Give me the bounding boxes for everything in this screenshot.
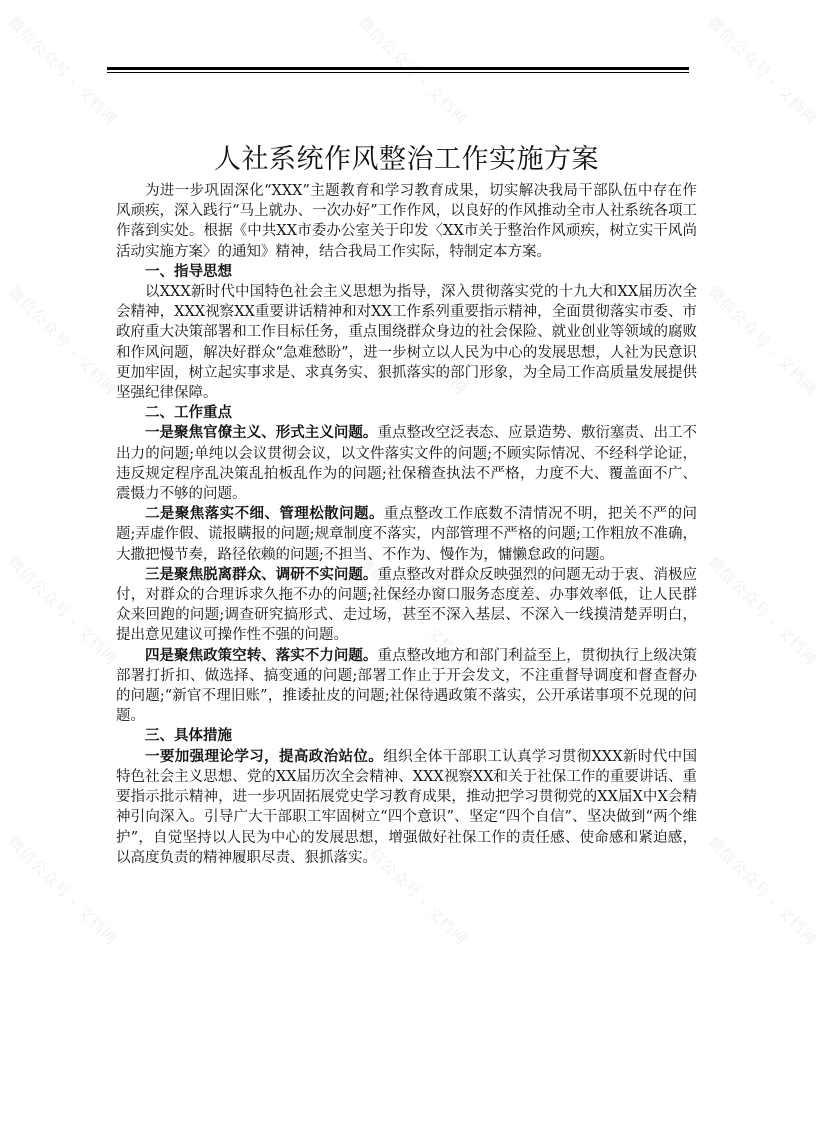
work-focus-item (116, 423, 697, 504)
watermark: 微信公众号 - 文档网 (354, 832, 471, 949)
watermark: 微信公众号 - 文档网 (354, 12, 471, 129)
watermark: 微信公众号 - 文档网 (704, 832, 821, 949)
watermark: 微信公众号 - 文档网 (354, 282, 471, 399)
work-focus-item-body: 重点整改地方和部门利益至上，贯彻执行上级决策部署打折扣、做选择、搞变通的问题;部署工作止于开会发文，不注重督导调度和督查督办的问题;“新官不理旧账”，推诿扯皮的问题;社保待遇政策不落实，公开承诺事项不兑现的问题。 (116, 647, 698, 725)
watermark: 微信公众号 - 文档网 (704, 12, 821, 129)
work-focus-item-lead: 二是聚焦落实不细、管理松散问题。 (145, 505, 384, 523)
section-heading-measures: 三、具体措施 (145, 727, 232, 745)
intro-paragraph: 为进一步巩固深化“XXX”主题教育和学习教育成果，切实解决我局干部队伍中存在作风顽疾，深入践行“马上就办、一次办好”工作作风，以良好的作风推动全市人社系统各项工作落到实处。根据《中共XX市委办公室关于印发〈XX市关于整治作风顽疾，树立实干风尚活动实施方案〉的通知》精神，结合我局工作实际，特制定本方案。 (116, 183, 697, 260)
measures-item (116, 747, 697, 868)
work-focus-item (116, 504, 697, 565)
work-focus-item-lead: 四是聚焦政策空转、落实不力问题。 (145, 646, 378, 664)
work-focus-item-body: 重点整改对群众反映强烈的问题无动于衷、消极应付，对群众的合理诉求久拖不办的问题;社保经办窗口服务态度差、办事效率低，让人民群众来回跑的问题;调查研究搞形式、走过场，甚至不深入基层、不深入一线摸清楚弄明白，提出意见建议可操作性不强的问题。 (116, 566, 698, 644)
watermark: 微信公众号 - 文档网 (4, 12, 121, 129)
section-heading-work-focus: 二、工作重点 (145, 404, 232, 422)
work-focus-item-lead: 一是聚焦官僚主义、形式主义问题。 (145, 424, 378, 442)
work-focus-item-lead: 三是聚焦脱离群众、调研不实问题。 (145, 565, 378, 583)
measures-item-body: 组织全体干部职工认真学习贯彻XXX新时代中国特色社会主义思想、党的XX届历次全会精神、XXX视察XX和关于社保工作的重要讲话、重要指示批示精神，进一步巩固拓展党史学习教育成果，推动把学习贯彻党的XX届X中X会精神引向深入。引导广大干部职工牢固树立“四个意识”、坚定“四个自信”、坚决做到“两个维护”，自觉坚持以人民为中心的发展思想，增强做好社保工作的责任感、使命感和紧迫感，以高度负责的精神履职尽责、狠抓落实。 (116, 748, 697, 866)
header-rule-thick (107, 67, 689, 70)
measures-item-lead: 一要加强理论学习，提高政治站位。 (145, 747, 384, 765)
work-focus-item-body: 重点整改空泛表态、应景造势、敷衍塞责、出工不出力的问题;单纯以会议贯彻会议，以文件落实文件的问题;不顾实际情况、不经科学论证，违反规定程序乱决策乱拍板乱作为的问题;社保稽查执法不严格，力度不大、覆盖面不广、震慑力不够的问题。 (116, 425, 698, 503)
document-body (116, 142, 697, 868)
watermark: 微信公众号 - 文档网 (4, 282, 121, 399)
work-focus-item-body: 重点整改工作底数不清情况不明，把关不严的问题;弄虚作假、谎报瞒报的问题;规章制度不落实，内部管理不严格的问题;工作粗放不准确，大撒把慢节奏，路径依赖的问题;不担当、不作为、慢作为，慵懒怠政的问题。 (116, 506, 698, 563)
header-rule-thin (107, 72, 689, 73)
watermark: 微信公众号 - 文档网 (4, 552, 121, 669)
watermark: 微信公众号 - 文档网 (354, 552, 471, 669)
section-heading-guiding-ideology: 一、指导思想 (145, 262, 232, 280)
watermark: 微信公众号 - 文档网 (4, 832, 121, 949)
work-focus-item (116, 646, 697, 727)
watermark: 微信公众号 - 文档网 (704, 282, 821, 399)
guiding-ideology-paragraph: 以XXX新时代中国特色社会主义思想为指导，深入贯彻落实党的十九大和XX届历次全会精神，XXX视察XX重要讲话精神和对XX工作系列重要指示精神，全面贯彻落实市委、市政府重大决策部署和工作目标任务，重点围绕群众身边的社会保险、就业创业等领域的腐败和作风问题，解决好群众“急难愁盼”，进一步树立以人民为中心的发展思想，人社为民意识更加牢固，树立起实事求是、求真务实、狠抓落实的部门形象，为全局工作高质量发展提供坚强纪律保障。 (116, 284, 697, 402)
work-focus-item (116, 565, 697, 646)
watermark: 微信公众号 - 文档网 (704, 552, 821, 669)
document-title: 人社系统作风整治工作实施方案 (214, 144, 599, 175)
